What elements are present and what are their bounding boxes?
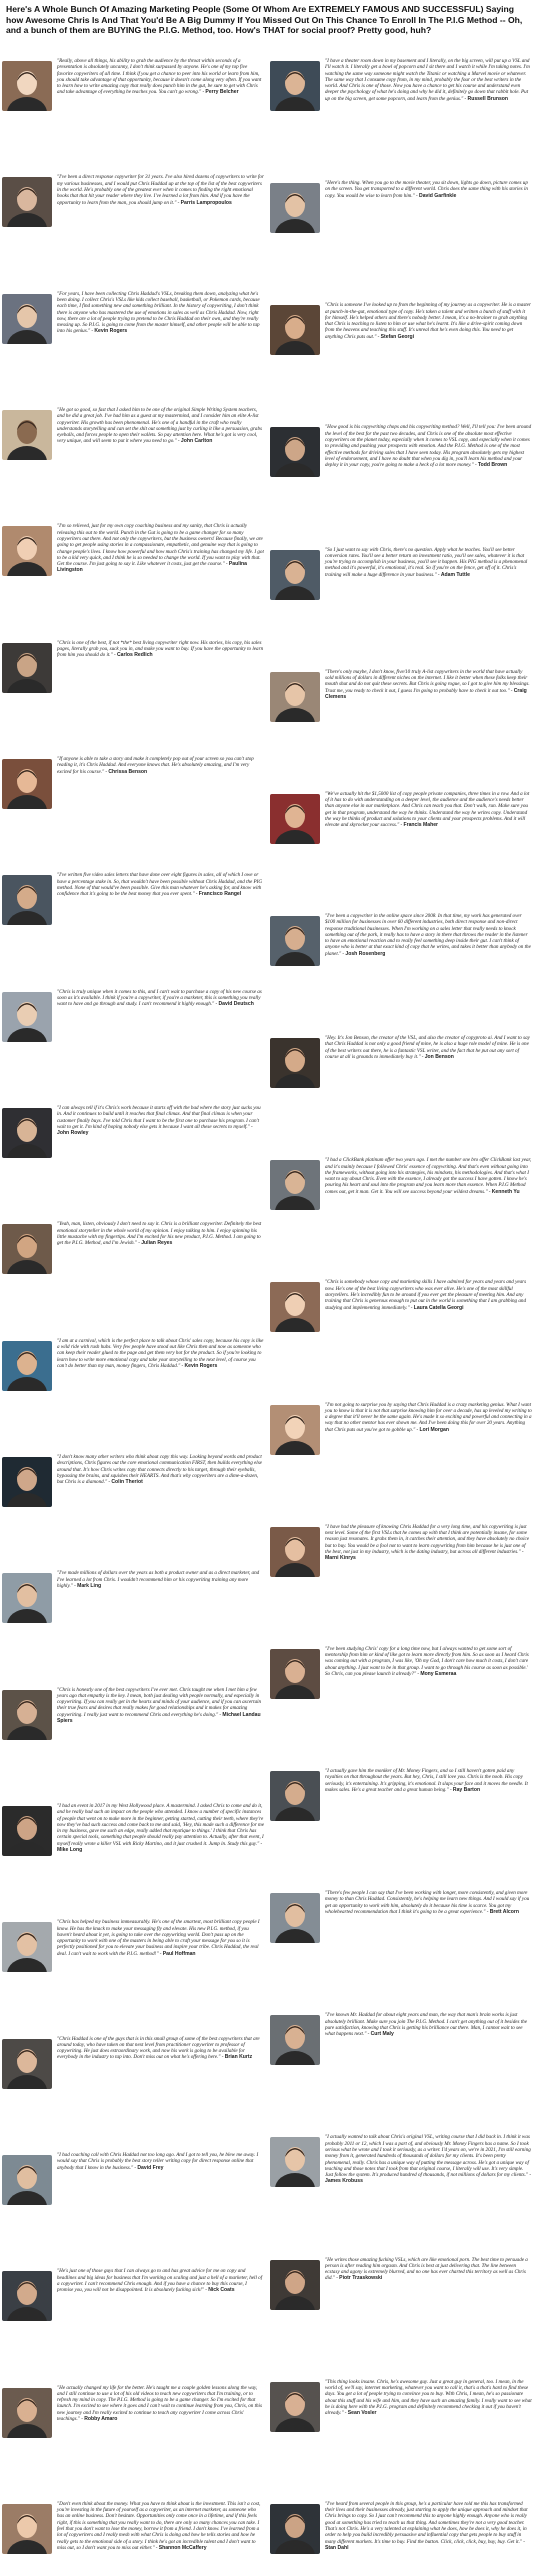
avatar [2,177,52,227]
person-photo-icon [2,1806,52,1856]
testimonial-card [270,1402,532,1457]
avatar [2,875,52,925]
person-photo-icon [2,410,52,460]
author-name: Laura Catella Georgi [413,1304,464,1311]
author-name: Stan Dahl [325,2544,349,2551]
testimonial-card [2,1454,264,1509]
quote-text: "Really, above all things, his ability to grab the audience by the throat within seconds of a presentation is absolutely uncanny, I don't think surpassed by anyone. He's one of my top five favorite copywriters of all time. I think if you get a chance to peer into his world or learn from him, you should take advantage of that opportunity, because it doesn't come along very often. If you want to learn how to write amazing copy that really does punch him in the gut, be sure to get with Chris and take advantage of everything he teaches you. You can't go wrong." - [57,58,262,96]
testimonial-card [2,58,264,113]
quote-text: "I actually gave him the moniker of Mr. Money Fingers, and so I still haven't gotten paid any royalties on that throughout the years. But hey, Chris, I still love you. Chris is the noob. His copy seriously, it's entertaining. It's gripping, it's emotional. It slaps your face and it moves the needle. It makes sales. He's a great teacher and a great human being." - [325,1767,528,1793]
avatar [2,2155,52,2205]
author-name: David Frey [137,2164,164,2171]
author-name: Piotr Trzaskowski [339,2275,383,2282]
testimonial-card [270,2134,532,2189]
person-photo-icon [2,992,52,1042]
person-photo-icon [2,875,52,925]
quote-text: "I actually wanted to talk about Chris's original VSL, writing course that I did back in. I think it was probably 2011 or 12, which I was a part of, and obviously Mr. Money Fingers has a name. So I took serious what he wrote and I took it seriously, as a writer. I'd years on, we're in 2021, I'm still earning money from it, generated hundreds of thousands of dollars for my clients. It's been pretty phenomenal, really. Chris has a unique way of putting the message across. He's got a unique way of teaching and those notes that I took from that original course, I literally will use. It's very simple. Just follow the system. It's produced hundred of thousands, if not millions of dollars for my clients." - [325,2134,532,2179]
quote-text: "Chris has helped my business immeasurably. He's one of the smartest, most brilliant copy people I know. He has the knack to make your messaging fly and elevate. His new P.I.G. method, if you haven't heard about it yet, is going to take over the copywriting world. Don't pass up on the opportunity to work with one of the masters in being able to craft your message for you so it is perfectly positioned for you to elevate your business and inspire your tribe. Chris Haddad, the real deal. I can't wait to work with the P.I.G. method!" - [57,1919,260,1957]
testimonial-card [270,913,532,968]
page-headline: Here's A Whole Bunch Of Amazing Marketing People (Some Of Whom Are EXTREMELY FAMOUS AND SUCCESSFUL) Saying how Awesome Chris Is And That You'd Be A Big Dummy If You Missed Out On This Chance To Enroll In The P.I.G Method -- Oh, and a bunch of them are BUYING the P.I.G. Method, too. How's THAT for social proof? Pretty good, huh? [6,4,523,35]
person-photo-icon [2,1922,52,1972]
testimonial-card [270,547,532,602]
avatar [2,1341,52,1391]
person-photo-icon [270,672,320,722]
quote-text: "He got so good, so fast that I asked him to be one of the original Simple Writing System teachers, and he did a great job. I've had him as a guest at my mastermind, and I consider him an elite A-list copywriter. His growth has been phenomenal. He's one of a handful in the craft who really understands storytelling and can set the shit out something just by curling it like a persuasion, grabs eyeballs, and forces people to open their wallets. So pay attention here. What he's got is very cool, very unique, and will seem to put it where you need to go." - [57,406,263,445]
author-name: Curt Maly [370,2031,394,2038]
avatar [2,992,52,1042]
quote-text: "Chris Haddad is one of the guys that is in this small group of some of the best copywriters that are around today, who have taken on that next level from practitioner copywriter to professor of copywriting. He just does extraordinary work, and now his work is going to be available for everybody in the industry to tap into. Don't miss out on what he's offering here." - [57,2035,260,2061]
avatar [2,759,52,809]
quote-text: "I'm not going to surprise you by saying that Chris Haddad is a crazy marketing genius. What I want you to know is that it is not that surprise knowing him for over a decade, has up leveled my writing to a degree that it'll never be the same again. He's made it so exciting and powerful and connecting in a way that no other mentor has ever shown me. And I've been doing this for over 20 years. Anything that Chris puts out you've got to gobble up." - [325,1401,532,1433]
author-name: Mike Long [57,1847,83,1853]
testimonial-card [2,523,264,578]
author-name: Kevin Rogers [94,328,128,335]
person-photo-icon [2,2388,52,2438]
quote-text: "Yeah, man, listen, obviously I don't need to say it. Chris is a brilliant copywriter. Definitely the best emotional storyteller in the whole world of my opinion. I enjoy talking to him. I enjoy spinning his little mustache with my fingertips. And I'm excited for his new product, P.I.G. Method. I am going to get the P.I.G. Method, and I'm Jewish." - [57,1221,262,1247]
testimonial-card [2,1687,264,1742]
person-photo-icon [270,1893,320,1943]
quote-text: "I have had the pleasure of knowing Chris Haddad for a very long time, and his copywriting is just next level. Some of the first VSLs that he comes up with that I think are potentially insane, for some reason just resonates. It grabs them in, it catches their attention, and they have absolutely no choice but to buy. You would be a fool not to want to learn copywriting from him because he is just one of the best, not just in my industry, which is the dating industry, but across all different industries." - [325,1523,530,1555]
avatar [270,183,320,233]
person-photo-icon [270,2015,320,2065]
author-name: David Deutsch [218,1001,254,1008]
person-photo-icon [270,916,320,966]
quote-text: "I had an event in 2017 in my West Hollywood place. A mastermind. I asked Chris to come and do it, and he really had such an impact on the people who attended. I know a number of specific instances of people that went on to make more in the beginner, getting started, cutting their teeth, where they're now they've had such success and come back to me and said, 'Hey, this made such a difference for me in my business, gave me such an edge, really added that mystique to things.' I think that Chris has certain special tools, something that people should really pay attention to. Actually, after that event, I myself really wrote a killer VSL with Ricky Martino, and it just crushed it. Jump in. Study this guy." - [57,1802,264,1847]
quote-text: "I've been a copywriter in the online space since 2008. In that time, my work has generated over $100 million for businesses in over 60 different industries, both direct response and non-direct response traditional businesses. When I'm working on a sales letter that really needs to knock something out of the park, it really has to have a story in there that throws the reader in the listener to have an emotional reaction and to really feel something deep inside their gut. I can't think of anyone who is better at that exact kind of copy that he writes, and takes it better than anybody on the planet." - [325,912,531,957]
author-name: Jon Benson [424,1054,454,1061]
person-photo-icon [270,1038,320,1088]
person-photo-icon [270,1405,320,1455]
quote-text: "Here's the thing. When you go to the movie theater, you sit down, lights go down, picture comes up on the screen. You get transported to a different world. Chris does the same thing with his stories in copy. You would be wise to learn from him." - [325,180,528,199]
avatar [270,916,320,966]
person-photo-icon [270,550,320,600]
testimonial-card [270,1646,532,1701]
quote-text: "So I just want to say with Chris, there's no question. Apply what he teaches. You'll see better conversion rates. You'll see a better return on investment ratio, you'll see sales, whatever it is that you're trying to accomplish in your business, you'll see it happen. His PIG method is a phenomenal method and it's powerful, it's emotional, it's real. So if you're on the fence, get off of it. Chris's training will make a huge difference in your business." - [325,546,528,578]
quote-text: "Chris is somebody whose copy and marketing skills I have admired for years and years and years now. He's one of the best living copywriters who was ever alive. He's one of the most skillful storytellers. He's incredibly fun to be around if you ever get the pleasure of meeting him. And any training that Chris is generous enough to put out in the world is something that I am grabbing and studying and implementing immediately." - [325,1279,527,1311]
person-photo-icon [270,2137,320,2187]
person-photo-icon [270,1649,320,1699]
avatar [2,2388,52,2438]
testimonial-card [2,2385,264,2440]
quote-text: "He's just one of those guys that I can always go to and has great advice for me on copy and headlines and big ideas for business that I'm working on scaling and just a hell of a marketer, hell of a copywriter. I can't recommend Chris enough. And if you have a chance to buy this course, I promise you, you will not be disappointed. It is absolutely fucking sick!" - [57,2268,263,2294]
author-name: Mark Ling [77,1582,102,1589]
testimonial-card [2,2036,264,2091]
author-name: Todd Brown [477,462,508,469]
author-name: Shannon McCaffery [158,2544,207,2551]
author-name: Michael Landau Spiers [57,1711,261,1725]
avatar [2,2271,52,2321]
quote-text: "How good is his copywriting chops and his copywriting method? Well, I'll tell you: I've been around the level of the best for the past two decades, and Chris is one of the absolute most effective copywriters on the planet today, especially when it comes to VSL copy, and especially when it comes to providing and pushing your prospects with emotion. And the P.I.G. Method is one of the most effective methods for driving sales that I have seen today. His program absolutely gets my highest level of endorsement, and I have no doubt that when you dig in, you'll learn his method and your deploy it in your copy, you're going to make a heck of a lot more money." - [325,424,532,469]
quote-text: "If anyone is able to take a story and make it completely pop out of your screen so you can't stop reading it, it's Chris Haddad. And everyone knows that. He's absolutely amazing, and I'm very excited for his course." - [57,755,254,775]
person-photo-icon [270,2382,320,2432]
author-name: John Carlton [180,438,213,445]
avatar [2,2039,52,2089]
person-photo-icon [2,1573,52,1623]
person-photo-icon [270,1771,320,1821]
person-photo-icon [270,1527,320,1577]
avatar [270,672,320,722]
testimonial-card [270,58,532,113]
avatar [2,643,52,693]
testimonial-card [2,2152,264,2207]
quote-text: "Don't even think about the money. What you have to think about is the investment. This isn't a cost, you're investing in the future of yourself as a copywriter, as an internet marketer, as someone who has an online business. Don't hesitate. Opportunities only come once in a lifetime, and if this feels right, if this is something that you really want to do, there are only so many chances you can take. I feel that you don't want to lose the money, borrow it from a friend. I don't know. I've learned from a lot of copywriters and I really mesh with what Chris is doing and how he tells stories and how he really gets to the emotional side of a story. I think he's got an incredible talent and I don't want to miss out, so I don't want you to miss out either." - [57,2500,261,2551]
testimonial-card [2,1570,264,1625]
avatar [270,2504,320,2554]
quote-text: "I had coaching call with Chris Haddad not too long ago. And I got to tell you, he blew me away. I would say that Chris is probably the best story teller writing copy for direct response online that anybody that I know in the business." - [57,2151,259,2171]
author-name: Kevin Rogers [184,1362,218,1369]
quote-text: "Chris is someone I've looked up to from the beginning of my journey as a copywriter. He is a master at punch-in-the-gut, emotional type of copy. He's taken a talent and written a bunch of stuff with it for himself. He's helped others and there's nobody better. I mean, it's a no-brainer to grab anything that Chris is teaching to listen to him or use what he's learnt. It's like a drive-spirit coming down from the heavens and teaching this stuff. It's unreal that he's even doing this. You need to get anything Chris puts out." - [325,302,531,340]
testimonial-card [270,1157,532,1212]
author-name: Nick Coats [208,2287,235,2294]
avatar [270,1038,320,1088]
quote-text: "I had a ClickBank platinum offer two years ago. I met the number one bro offer ClickBank last year, and it's mainly because I followed Chris' essence of copywriting. And that's even without going into the frameworks, without going into his strategies, his mindsets, his methodologies. And that's what I want to say about Chris. Even with the essence, I already got the success I have gotten. I know he's pouring his heart and soul into the program and you learn more than essence. When P.I.G Method comes out, get it man. Get it. You will see success beyond your wildest dreams." - [325,1157,532,1195]
person-photo-icon [2,61,52,111]
testimonial-card [2,2501,264,2556]
author-name: David Garfinkle [419,192,457,199]
testimonial-card [2,407,264,462]
quote-text: "There's few people I can say that I've been working with longer, more consistently, and given more money to than Chris Haddad. Consistently, he's helping me learn new things. And I would say if you get an opportunity to work with him, absolutely do it because his time is scarce. You got my wholehearted recommendation that I think it's going to be a great experience." - [325,1890,530,1915]
author-name: Stefan Georgi [380,333,415,340]
testimonial-card [270,1279,532,1334]
testimonial-card [2,640,264,695]
person-photo-icon [2,526,52,576]
author-name: Kenneth Yu [491,1188,520,1195]
author-name: Robby Amaro [84,2416,118,2423]
person-photo-icon [270,2504,320,2554]
author-name: Julian Reyes [141,1240,173,1247]
quote-text: "I've known Mr. Haddad for about eight years and man, the way that man's brain works is just absolutely brilliant. Make sure you join The P.I.G. Method. I can't get anything out of it besides the pure satisfaction, knowing that Chris is getting his brilliance out there. Man, I cannot wait to see what happens next." - [325,2012,527,2038]
quote-text: "This thing looks insane. Chris, he's awesome guy. Just a great guy in general, too. I mean, in the world of, we'll say, internet marketing, whatever you want to call it, that's a that's hard to find these days. You get a lot of people trying to convince you to buy. With Chris, I mean, he's so passionate about this stuff and his wife and him, and they have such an amazing family. I really want to see what he is doing here with the P.I.G. program and definitely recommend checking it out if you haven't already." - [325,2378,532,2417]
quote-text: "There's only maybe, I don't know, five/10 truly A-list copywriters in the world that have actually sold millions of dollars in different niches on the internet. I like it better when these folks keep their mouth shut and do not quit these secrets. But Chris is going rogue, so I got to give him my blessings. Trust me, you ready to check it out, I guess I'm going to probably have to check it out too." - [325,668,530,694]
avatar [270,1527,320,1577]
person-photo-icon [2,1224,52,1274]
testimonial-column-right [270,58,532,2556]
author-name: Brian Kurtz [224,2054,253,2061]
quote-text: "I've heard from several people in this group, he's a particular have told me this has transformed their lives and their businesses already, just starting to apply the unique approach and mindset that Chris brings to copy. So I just can't recommend this to anyone highly enough. Anyone who is really good at something has tried to teach us that thing. And sometimes they're not a very good teacher. That's not Chris. He's a very talented at explaining what he does, how he does it, why he does it, in order to help you build incredibly persuasive and influential copy that gets people to buy stuff in many different markets. It's time to buy. Find the button. Click, click, click, buy, buy, buy. Get it." - [325,2500,528,2545]
avatar [270,61,320,111]
avatar [2,1573,52,1623]
person-photo-icon [270,1282,320,1332]
person-photo-icon [2,643,52,693]
author-name: Francis Maher [403,822,439,829]
quote-text: "Chris is one of the best, if not *the* best living copywriter right now. His stories, his copy, his sales pages, literally grab you, suck you in, and make you want to buy. If you have the opportunity to learn from him you should do it." - [57,639,264,659]
quote-text: "I've been studying Chris' copy for a long time now, but I always wanted to get some sort of mentorship from him or kind of like got to learn more directly from him. So as soon as I heard Chris was coming out with a program, I was like, 'Oh my God, I don't care how much it costs, I don't care about anything. I just want to be in that group. I want to go through his course as soon as possible.' So Chris, can you please launch it already?" - [325,1645,529,1678]
person-photo-icon [2,177,52,227]
author-name: Chrissa Benson [108,768,148,775]
person-photo-icon [270,427,320,477]
person-photo-icon [2,2504,52,2554]
testimonial-card [270,2501,532,2556]
avatar [2,1108,52,1158]
quote-text: "I have a theater room down in my basement and I literally, on the big screen, will put up a VSL and I'll watch it. I literally get a bowl of popcorn and I sit there and I watch it while I'm taking notes. I'm watching the same way someone might watch the Titanic or watching a Marvel movie or whatever. The same way that I consume copy from, in my mind, probably the four or the best writers in the world. And Chris is one of those. Now you have a chance to get his course and understand even deeper the psychology of what he's doing and why he did it, definitely go down that rabbit hole. Put up on the big screen, get some popcorn, and learn from the genius." - [325,58,530,102]
person-photo-icon [270,61,320,111]
quote-text: "He actually changed my life for the better. He's taught me a couple golden lessons along the way, and I still continue to use a lot of his old videos to teach new copywriters that I'm training, or to refresh my mind in copy. The P.I.G. Method is going to be a game changer. So I'm excited for that launch. I'm excited to see where it goes and I can't wait to continue learning from you, Chris, on this new journey and I'm really excited to continue to teach any copywriter I come across Chris' teachings." - [57,2384,262,2423]
avatar [2,1806,52,1856]
testimonial-card [2,872,264,927]
testimonial-card [2,1221,264,1276]
person-photo-icon [2,294,52,344]
testimonial-card [2,1803,264,1858]
person-photo-icon [2,1457,52,1507]
avatar [270,2137,320,2187]
testimonial-card [2,756,264,811]
testimonial-card [270,1890,532,1945]
testimonial-card [2,174,264,229]
author-name: Mony Esmeraa [420,1671,457,1678]
quote-text: "Hey. It's Jon Benson, the creator of the VSL, and also the creator of copyproto ai. And I want to say that Chris Haddad is not only a good friend of mine, he is also a huge role model of mine. He is one of the best writers out there, he is a fantastic VSL writer, and the fact that he put out any sort of course at all is grounds to immediately buy it." - [325,1035,530,1061]
quote-text: "I've made millions of dollars over the years as both a product owner and as a direct marketer, and I've learned a lot from Chris. I wouldn't recommend him or his copywriting training any more highly." - [57,1570,260,1589]
author-name: Lori Morgan [419,1426,449,1433]
quote-text: "I can always tell if it's Chris's work because it starts off with the bad where the story just sucks you in. And it continues to build until it reaches that final climax. And that final climax is when your customer finally buys. I've told Chris that I want to be the first one to purchase his program. I can't wait to get it. I'm kind of hoping nobody else gets it because I want all these secrets to myself." - [57,1104,261,1130]
author-name: Adam Tuttle [440,571,470,578]
avatar [2,294,52,344]
avatar [2,410,52,460]
person-photo-icon [2,1341,52,1391]
quote-text: "He writes those amazing fucking VSLs, which are like emotional porn. The best time to persuade a person is after reading him orgasm. And Chris is best at just delivering that. The line between ecstasy and agony is extremely blurred, and no one has ever charted this territory as well as Chris did." - [325,2256,528,2282]
testimonial-card [2,989,264,1044]
person-photo-icon [270,305,320,355]
author-name: Marni Kinrys [325,1555,356,1562]
testimonial-card [2,1338,264,1393]
author-name: Russell Brunson [467,95,509,102]
testimonial-card [270,791,532,846]
author-name: Craig Clemens [325,687,527,700]
testimonial-card [2,2268,264,2323]
author-name: John Rowley [57,1130,89,1137]
avatar [270,427,320,477]
avatar [270,794,320,844]
testimonial-card [270,180,532,235]
avatar [270,1282,320,1332]
avatar [270,305,320,355]
avatar [2,2504,52,2554]
testimonial-card [270,2012,532,2067]
avatar [270,1160,320,1210]
testimonial-card [270,424,532,479]
avatar [2,61,52,111]
person-photo-icon [270,1160,320,1210]
testimonial-card [270,2379,532,2434]
author-name: Brett Alcorn [489,1909,519,1915]
quote-text: "I am at a carnival, which is the perfect place to talk about Chris' sales copy, because his copy is like a wild ride with rush hubs. Very few people have stood out like Chris then and now as someone who can keep their reader glued to the page and get them very hot for the product. So if you're looking to learn how to write more emotional copy and take your storytelling to the next level, of course you can't do better than my man, money fingers, Chris Haddad." - [57,1337,264,1369]
testimonial-card [2,1919,264,1974]
person-photo-icon [2,2271,52,2321]
quote-text: "For years, I have been collecting Chris Haddad's VSLs, breaking them down, analyzing what he's been doing. I collect Chris's VSLs like kids collect baseball, basketball, or Pokemon cards, because each time, I find something new and something brilliant. In the history of copywriting, I don't think there is anyone who has mastered the use of emotions in sales as well as Chris Haddad. Now, right now, there are a lot of people trying to pretend to be Chris Haddad on their own, and they're really messing up. So P.I.G. is going to come from the master himself, and other people will be able to tap into his genius." - [57,290,260,335]
avatar [270,1649,320,1699]
avatar [2,1690,52,1740]
quote-text: "I've written five video sales letters that have done over eight figures in sales, all of which I owe or have a percentage stake in. So, that wouldn't have been possible without Chris Haddad, and the PIG method. None of that would've been possible. Give this man whatever he's asking for, and know with confidence that it's going to be the best money that you ever spent." - [57,872,263,898]
avatar [270,1771,320,1821]
author-name: Colin Theriot [111,1479,143,1486]
author-name: Carlos Redlich [116,652,153,659]
author-name: Parris Lampropoulos [180,199,232,206]
quote-text: "I've been a direct response copywriter for 31 years. I've also hired dozens of copywriters to write for my various businesses, and I would put Chris Haddad up at the top of the list of the best copywriters in the world. He's probably one of the greatest ever when it comes to finding the right emotional hooks that that hit your reader where they live. I've learned a lot from him. And if you have the opportunity to learn from the man, you should jump on it." - [57,174,264,206]
testimonial-card [270,1768,532,1823]
author-name: Ray Barton [452,1786,481,1793]
testimonial-card [2,291,264,346]
author-name: Paul Hoffman [162,1950,196,1957]
author-name: James Krobuss [325,2178,363,2185]
avatar [2,1922,52,1972]
testimonial-card [270,2257,532,2312]
avatar [2,526,52,576]
person-photo-icon [2,1690,52,1740]
avatar [270,2260,320,2310]
quote-text: "I'm so relieved, just for my own copy coaching business and my sanity, that Chris is actually releasing this out to the world. Punch in the Gut is going to be a game changer for so many copywriters out there. And not only the copywriters, but the business owners! Because finally, we are going to get people using stories in a compassionate, empathetic, and genuine way that is going to change people's lives. I know how powerful and how much Chris's training has changed my life. I got to be a kid very quick, and I think he is so needed to change the world. If you want to play with that. Get the course. I'm just going to say it. Like whatever it costs, just get the course." - [57,523,264,568]
testimonial-column-left [2,58,264,2556]
author-name: Francisco Rangel [198,891,242,898]
author-name: Perry Belcher [205,89,239,96]
avatar [2,1457,52,1507]
avatar [270,1893,320,1943]
testimonial-card [270,302,532,357]
testimonial-card [270,669,532,724]
avatar [2,1224,52,1274]
avatar [270,2382,320,2432]
quote-text: "Chris is honestly one of the best copywriters I've ever met. Chris taught me when I met him a few years ago that empathy is the key. I mean, both just dealing with people normally, and especially in copywriting. If you can really get in the hearts and minds of your audience, and if you can ascertain their true fears and desires that really makes for good relationships and it makes for amazing copywriting. I really just want to recommend Chris and everything he's doing." - [57,1686,262,1718]
author-name: Josh Rosenberg [345,950,386,957]
avatar [270,550,320,600]
person-photo-icon [2,2039,52,2089]
person-photo-icon [2,1108,52,1158]
person-photo-icon [270,183,320,233]
person-photo-icon [270,794,320,844]
testimonial-card [2,1105,264,1160]
person-photo-icon [2,2155,52,2205]
quote-text: "Chris is truly unique when it comes to this, and I can't wait to purchase a copy of his new course as soon as it's available. I think if you're a copywriter, if you're a marketer, this is something you really want to have and go through and study. I can't recommend it highly enough." - [57,988,262,1008]
testimonial-card [270,1035,532,1090]
person-photo-icon [270,2260,320,2310]
author-name: Sean Vosler [347,2410,377,2417]
quote-text: "We've actually hit the $1,5000 list of copy people private companies, three times in a row. And a lot of it has to do with understanding on a deeper level, the audience and the audience's needs better than anyone else in our marketplace. And Chris can teach you that. Don't walk, run. Make sure you get in that program, understand the way he thinks. Understand the way he writes copy. Understand the way he thinks of product and solutions to your clients and your prospects problems. And it will elevate and skyrocket your success." - [325,790,530,829]
avatar [270,1405,320,1455]
testimonial-card [270,1524,532,1579]
quote-text: "I don't know many other writers who think about copy this way. Looking beyond words and product descriptions, Chris figures out the core emotional communication FIRST, then builds everything else around that. It's how Chris writes copy that connects directly to his target, through their eyeballs, bypassing the brains, and squishes their HEARTS. And that's why copywriters are a dime-a-dozen, but Chris is a diamond." - [57,1453,262,1486]
avatar [270,2015,320,2065]
person-photo-icon [2,759,52,809]
author-name: Paulina Livingston [57,561,247,574]
